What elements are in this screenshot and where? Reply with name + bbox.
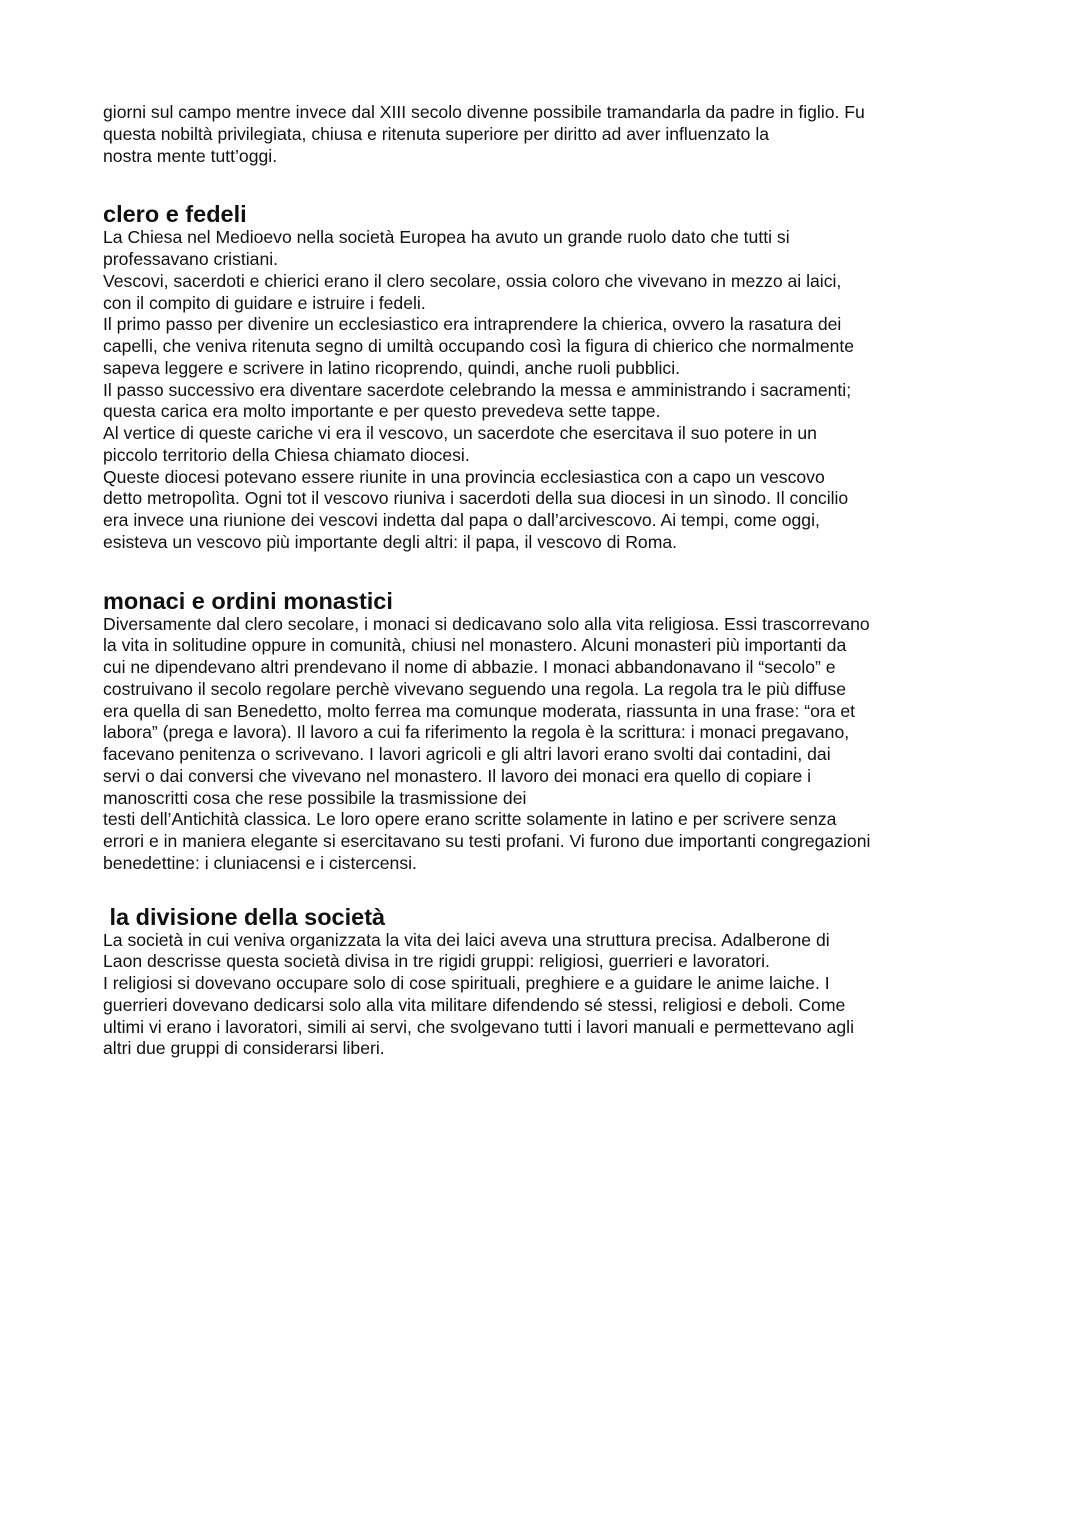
section-monaci-e-ordini-monastici — [103, 588, 983, 875]
section-la-divisione-della-societa — [103, 904, 983, 1061]
text-line: Laon descrisse questa società divisa in tre rigidi gruppi: religiosi, guerrieri e lavoratori. — [103, 951, 770, 972]
text-line: benedettine: i cluniacensi e i cistercensi. — [103, 852, 417, 873]
text-line: detto metropolìta. Ogni tot il vescovo riuniva i sacerdoti della sua diocesi in un sìnodo. Il concilio — [103, 488, 849, 509]
text-line: giorni sul campo mentre invece dal XIII secolo divenne possibile tramandarla da padre in figlio. Fu — [103, 102, 865, 122]
text-line: Vescovi, sacerdoti e chierici erano il clero secolare, ossia coloro che vivevano in mezzo ai laici, — [103, 270, 842, 291]
text-line: Il primo passo per divenire un ecclesiastico era intraprendere la chierica, ovvero la rasatura dei — [103, 314, 842, 335]
text-line: guerrieri dovevano dedicarsi solo alla vita militare difendendo sé stessi, religiosi e deboli. Come — [103, 994, 846, 1015]
text-line: questa nobiltà privilegiata, chiusa e ritenuta superiore per diritto ad aver influenzato la — [103, 123, 770, 144]
text-line: Diversamente dal clero secolare, i monaci si dedicavano solo alla vita religiosa. Essi trascorrevano — [103, 613, 870, 634]
text-line: capelli, che veniva ritenuta segno di umiltà occupando così la figura di chierico che normalmente — [103, 336, 855, 356]
text-line: facevano penitenza o scrivevano. I lavori agricoli e gli altri lavori erano svolti dai contadini, dai — [103, 744, 831, 764]
text-line: esisteva un vescovo più importante degli altri: il papa, il vescovo di Roma. — [103, 531, 678, 552]
text-line: La società in cui veniva organizzata la vita dei laici aveva una struttura precisa. Adalberone di — [103, 929, 830, 950]
text-line: ultimi vi erano i lavoratori, simili ai servi, che svolgevano tutti i lavori manuali e permettevano agli — [103, 1016, 854, 1037]
text-line: I religiosi si dovevano occupare solo di cose spirituali, preghiere e a guidare le anime laiche. I — [103, 973, 830, 993]
document-page — [103, 102, 983, 1060]
intro-paragraph — [103, 102, 983, 167]
section-clero-e-fedeli — [103, 201, 983, 553]
text-line: Il passo successivo era diventare sacerdote celebrando la messa e amministrando i sacramenti; — [103, 379, 852, 400]
text-line: cui ne dipendevano altri prendevano il nome di abbazie. I monaci abbandonavano il “secolo” e — [103, 657, 836, 677]
text-line: testi dell’Antichità classica. Le loro opere erano scritte solamente in latino e per scrivere senza — [103, 809, 837, 830]
text-line: servi o dai conversi che vivevano nel monastero. Il lavoro dei monaci era quello di copiare i — [103, 765, 812, 786]
text-line: nostra mente tutt’oggi. — [103, 145, 278, 166]
text-line: labora” (prega e lavora). Il lavoro a cui fa riferimento la regola è la scrittura: i monaci pregavano, — [103, 722, 850, 743]
text-line: professavano cristiani. — [103, 249, 279, 269]
text-line: manoscritti cosa che rese possibile la trasmissione dei — [103, 787, 527, 808]
section-heading: la divisione della società — [103, 903, 386, 930]
text-line: Queste diocesi potevano essere riunite in una provincia ecclesiastica con a capo un vescovo — [103, 466, 825, 487]
text-line: errori e in maniera elegante si esercitavano su testi profani. Vi furono due importanti congregazioni — [103, 831, 871, 851]
text-line: questa carica era molto importante e per questo prevedeva sette tappe. — [103, 401, 661, 422]
text-line: sapeva leggere e scrivere in latino ricoprendo, quindi, anche ruoli pubblici. — [103, 357, 681, 378]
section-heading: clero e fedeli — [103, 201, 247, 228]
text-line: La Chiesa nel Medioevo nella società Europea ha avuto un grande ruolo dato che tutti si — [103, 227, 790, 248]
text-line: con il compito di guidare e istruire i fedeli. — [103, 292, 426, 313]
text-line: costruivano il secolo regolare perchè vivevano seguendo una regola. La regola tra le più diffuse — [103, 678, 847, 699]
text-line: la vita in solitudine oppure in comunità, chiusi nel monastero. Alcuni monasteri più importanti da — [103, 635, 847, 656]
section-heading: monaci e ordini monastici — [103, 587, 393, 614]
text-line: era quella di san Benedetto, molto ferrea ma comunque moderata, riassunta in una frase: “ora et — [103, 700, 856, 721]
text-line: altri due gruppi di considerarsi liberi. — [103, 1038, 385, 1059]
text-line: era invece una riunione dei vescovi indetta dal papa o dall’arcivescovo. Ai tempi, come oggi, — [103, 510, 820, 530]
text-line: piccolo territorio della Chiesa chiamato diocesi. — [103, 444, 470, 465]
text-line: Al vertice di queste cariche vi era il vescovo, un sacerdote che esercitava il suo potere in un — [103, 423, 817, 443]
